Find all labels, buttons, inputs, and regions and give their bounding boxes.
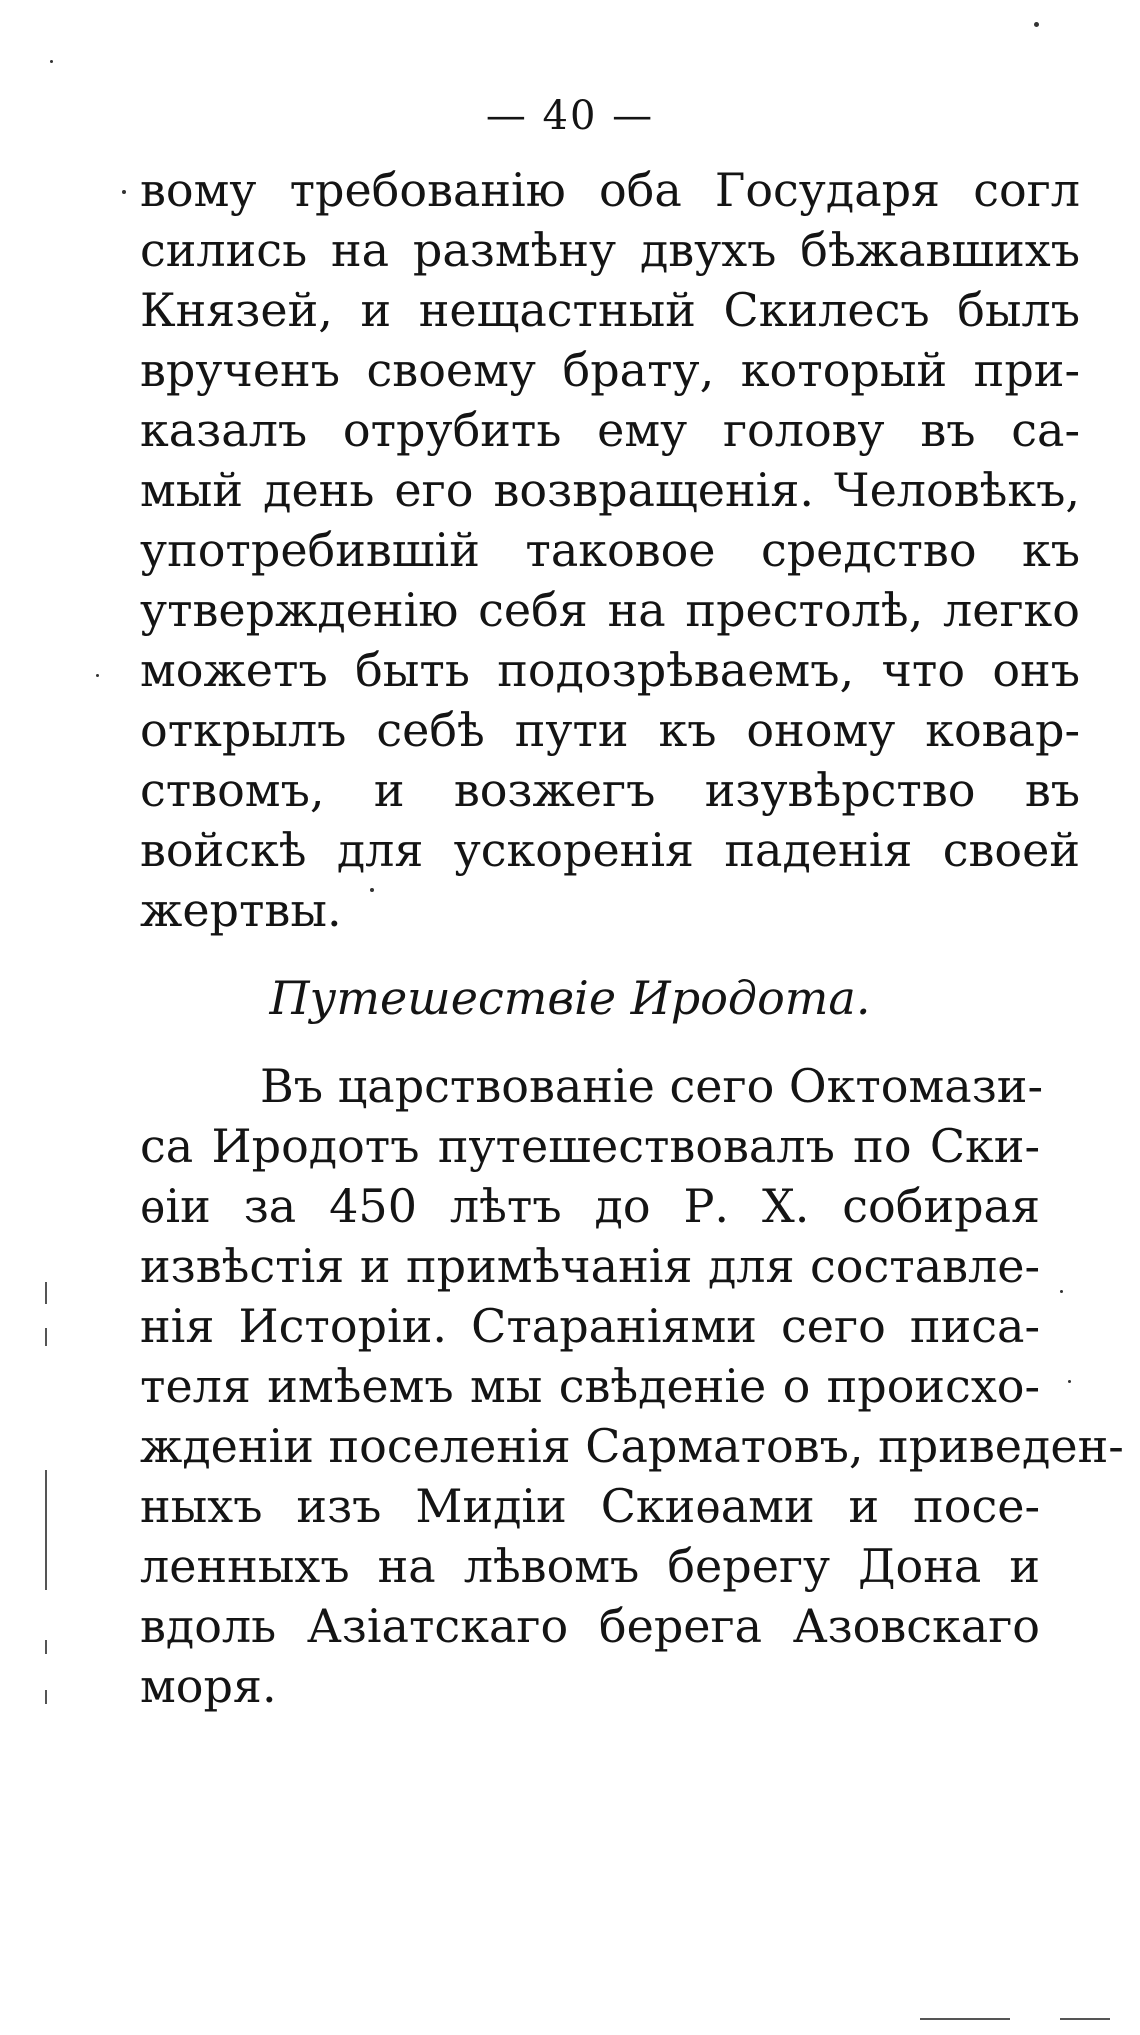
- text-line: ствомъ, и возжегъ изувѣрство въ: [140, 763, 1080, 817]
- text-line: утвержденію себя на престолѣ, легко: [140, 583, 1080, 637]
- scan-speck: [122, 190, 126, 194]
- scan-speck: [370, 888, 374, 892]
- text-line: извѣстія и примѣчанія для составле-: [140, 1239, 1040, 1293]
- text-line: Князей, и нещастный Скилесъ былъ: [140, 283, 1080, 337]
- text-line: теля имѣемъ мы свѣденіе о происхо-: [140, 1359, 1040, 1413]
- edge-mark: [45, 1328, 47, 1346]
- text-line: войскѣ для ускоренія паденія своей: [140, 823, 1080, 877]
- scan-speck: [96, 674, 99, 677]
- edge-mark: [920, 2018, 1010, 2020]
- section-heading: Путешествіе Иродота.: [269, 971, 871, 1025]
- text-line: мый день его возвращенія. Человѣкъ,: [140, 463, 1080, 517]
- text-line: врученъ своему брату, который при-: [140, 343, 1080, 397]
- scan-speck: [1034, 22, 1039, 27]
- text-line: са Иродотъ путешествовалъ по Ски-: [140, 1119, 1040, 1173]
- text-line: открылъ себѣ пути къ оному ковар-: [140, 703, 1080, 757]
- edge-mark: [1060, 2018, 1110, 2020]
- edge-mark: [45, 1282, 47, 1304]
- scan-speck: [1060, 1290, 1063, 1293]
- text-line: ленныхъ на лѣвомъ берегу Дона и: [140, 1539, 1040, 1593]
- page-number-header: — 40 —: [485, 93, 655, 139]
- text-line: нія Исторіи. Стараніями сего писа-: [140, 1299, 1040, 1353]
- edge-mark: [45, 1690, 47, 1704]
- text-line: жденіи поселенія Сарматовъ, приведен-: [140, 1419, 1124, 1473]
- text-line: жертвы.: [140, 883, 342, 937]
- text-line: казалъ отрубить ему голову въ са-: [140, 403, 1080, 457]
- scan-speck: [1068, 1380, 1071, 1383]
- edge-mark: [45, 1640, 47, 1654]
- text-line: сились на размѣну двухъ бѣжавшихъ: [140, 223, 1080, 277]
- text-line: ныхъ изъ Мидіи Скиѳами и посе-: [140, 1479, 1040, 1533]
- edge-mark: [45, 1470, 47, 1590]
- text-line: вому требованію оба Государя согл: [140, 163, 1080, 217]
- text-line: моря.: [140, 1659, 277, 1713]
- text-line: ѳіи за 450 лѣтъ до Р. Х. собирая: [140, 1179, 1040, 1233]
- text-line: вдоль Азіатскаго берега Азовскаго: [140, 1599, 1040, 1653]
- scan-speck: [50, 60, 53, 63]
- text-line: употребившій таковое средство къ: [140, 523, 1080, 577]
- text-line: можетъ быть подозрѣваемъ, что онъ: [140, 643, 1080, 697]
- text-line: Въ царствованіе сего Октомази-: [260, 1059, 1043, 1113]
